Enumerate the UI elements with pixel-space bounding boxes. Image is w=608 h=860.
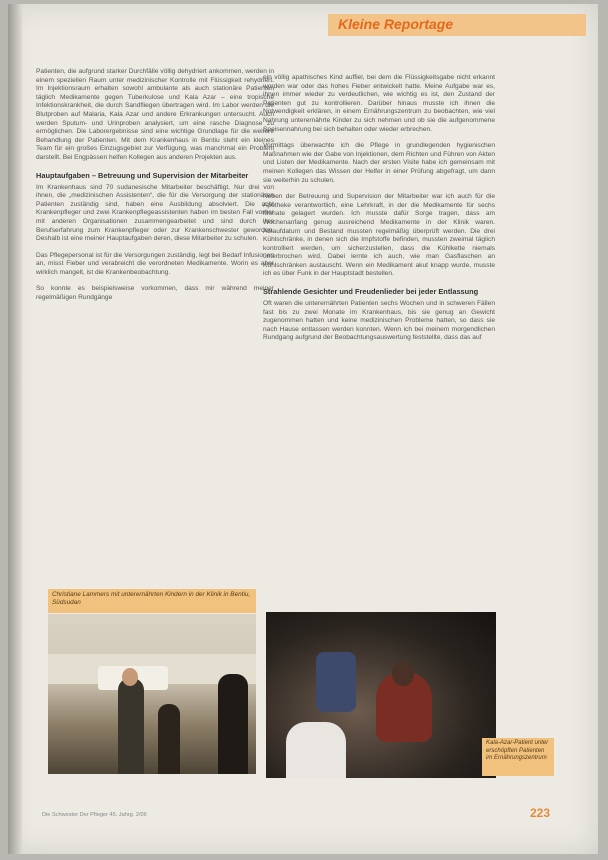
left-text-column	[36, 68, 274, 311]
blanket-shape	[316, 652, 356, 712]
left-paragraph-4: So konnte es beispielsweise vorkommen, dass mir während meiner regelmäßigen Rundgänge	[36, 285, 274, 302]
patient-cloth-shape	[286, 722, 346, 778]
right-paragraph-3: Neben der Betreuung und Supervision der Mitarbeiter war ich auch für die Apotheke verantwortlich, eine Lehrkraft, in der die Medikamente für sechs Monate gelagert wurden. Ich musste dafür Sorge tragen, dass am Wochenanfang genug ausreichend Medikamente in der Klinik waren. Ablaufdaturn und Bestand mussten regelmäßig überprüft werden. Die drei Kühlschränke, in denen sich die Impfstoffe befinden, mussten zweimal täglich kontrolliert werden, um sicherzustellen, dass die Kühlkette niemals unterbrochen wird. Dabei lernte ich auch, wie man Gasflaschen an Kühlschränken austauscht. Wenn ein Medikament akut knapp wurde, musste ich es über Funk in der Hauptstadt bestellen.	[263, 193, 495, 278]
left-paragraph-2: Im Krankenhaus sind 70 sudanesische Mitarbeiter beschäftigt. Nur drei von ihnen, die „medizinischen Assistenten“, die für die Versorgung der stationären Patienten zuständig sind, haben eine Ausbildung absolviert. Die acht Krankenpfleger und zwei Krankenpflegeassistenten haben im besten Fall vorher mit anderen Organisationen zusammengearbeitet und sind durch ihre Berufserfahrung zum Krankenpfleger oder zur Krankenschwester geworden. Deshalb ist eine meiner Hauptaufgaben deren, diese Mitarbeiter zu schulen.	[36, 183, 274, 243]
right-subheading: Strahlende Gesichter und Freudenlieder bei jeder Entlassung	[263, 287, 479, 297]
left-paragraph-1: Patienten, die aufgrund starker Durchfälle völlig dehydriert ankommen, werden in einem speziellen Raum unter medizinischer Kontrolle mit Flüssigkeit rehydriert. Im Injektionsraum erhalten sowohl ambulante als auch stationäre Patienten täglich Medikamente gegen Tuberkulose und Kala Azar – eine tropische Infektionskrankheit, die durch Sandfliegen übertragen wird. Im Labor werden die Blutproben auf Malaria, Kala Azar und andere Erkrankungen untersucht. Auch werden Sputum- und Urinproben analysiert, um eine rasche Diagnose zu ermöglichen. Die Laborergebnisse sind eine wichtige Grundlage für die weitere Behandlung der Patienten. Mit dem Krankenhaus in Bentiu steht ein kleines Team für ein großes Einzugsgebiet zur Verfügung, was manchmal ein Problem darstellt. Bei Engpässen helfen Kollegen aus anderen Projekten aus.	[36, 68, 274, 161]
page-gutter-shadow	[8, 4, 22, 854]
figure-right-shape	[218, 674, 248, 774]
person-shape	[118, 678, 144, 774]
right-paragraph-2: Vormittags überwachte ich die Pflege in grundlegenden hygienischen Maßnahmen wie der Gabe von Injektionen, dem Richten und Führen von Akten und Listen der Medikamente. Nach der ersten Visite habe ich gemeinsam mit meinen Kollegen das Wissen der Helfer in einer Prüfung abgefragt, um dann sie weiterhin zu schulen.	[263, 142, 495, 184]
right-text-column	[263, 74, 495, 351]
woman-head-shape	[392, 662, 414, 686]
person-head-shape	[122, 668, 138, 686]
right-photo-caption: Kala-Azar-Patient unter erschöpften Patienten im Ernährungszentrum	[482, 738, 554, 776]
section-title: Kleine Reportage	[338, 16, 454, 32]
clinic-outdoor-photo	[48, 614, 256, 774]
magazine-page	[8, 4, 598, 854]
right-paragraph-1: ein völlig apathisches Kind auffiel, bei dem die Flüssigkeitsgabe nicht erkannt worden war oder das hohes Fieber entwickelt hatte. Meine Aufgabe war es, ihnen immer wieder zu verdeutlichen, wie wichtig es ist, den Zustand der Patienten gut zu kontrollieren. Darüber hinaus musste ich ihnen die Notwendigkeit erklären, in einem Ernährungszentrum zu beobachten, wie viel Nahrung unterernährte Kinder zu sich nehmen und ob sie die aufgenommene Speisennahrung bei sich behalten oder wieder erbrechen.	[263, 74, 495, 133]
left-paragraph-3: Das Pflegepersonal ist für die Versorgungen zuständig, legt bei Bedarf Infusionen an, misst Fieber und verabreicht die verordneten Medikamente. Worin es aber wirklich mangelt, ist die Krankenbeobachtung.	[36, 251, 274, 276]
page-number: 223	[530, 806, 551, 820]
left-subheading: Hauptaufgaben – Betreuung und Supervision der Mitarbeiter	[36, 170, 249, 180]
clinic-indoor-photo	[266, 612, 496, 778]
child-shape	[158, 704, 180, 774]
footer-publication: Die Schwester Der Pfleger 45. Jahrg. 2/06	[42, 812, 147, 818]
left-photo-caption: Christiane Lammers mit unterernährten Kindern in der Klinik in Bentiu, Südsudan	[48, 589, 256, 613]
right-paragraph-4: Oft waren die unterernährten Patienten sechs Wochen und in schweren Fällen fast bis zu zwei Monate im Krankenhaus, bis sie genug an Gewicht zugenommen hatten und keine medizinischen Probleme hatten, so dass sie nach Hause entlassen werden konnten. Wenn ich bei meinem morgendlichen Rundgang aufgrund der Beobachtungsauswertung feststellte, dass das auf	[263, 300, 495, 342]
